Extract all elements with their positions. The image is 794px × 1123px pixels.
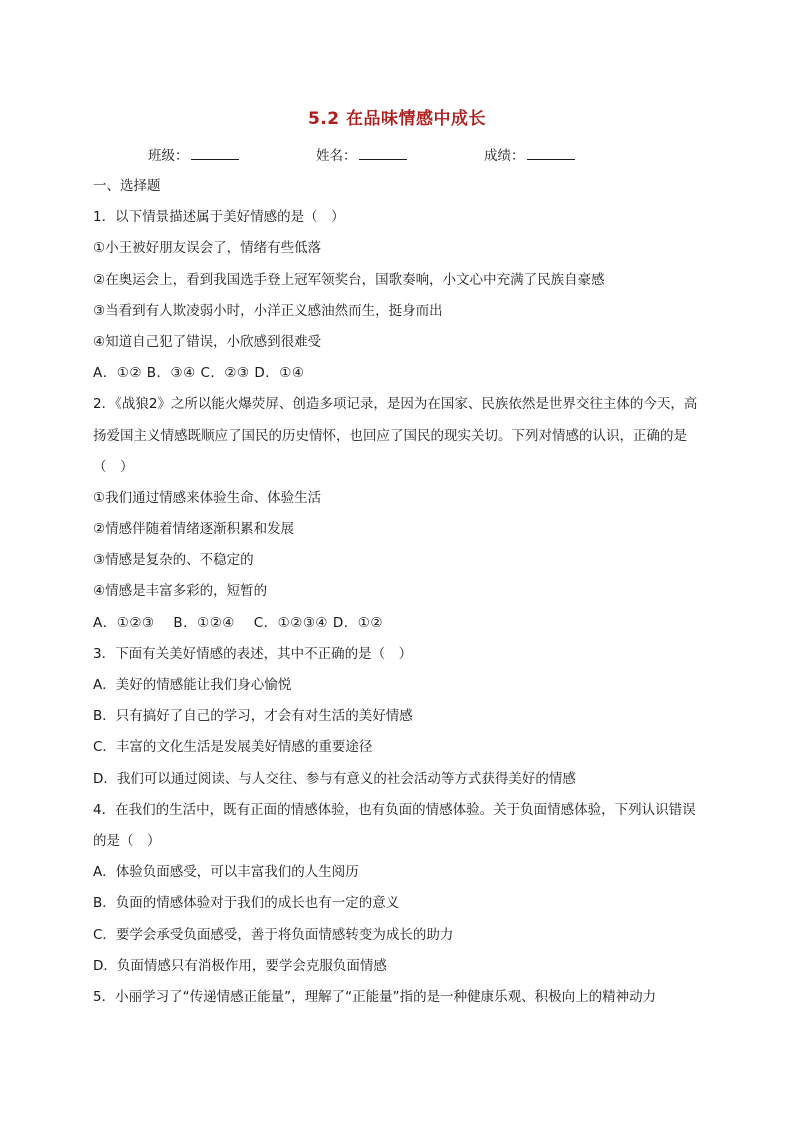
question-5-stem: 5．小丽学习了“传递情感正能量”，理解了“正能量”指的是一种健康乐观、积极向上的精神动力 [93,988,657,1005]
name-blank[interactable] [359,147,407,160]
question-1-options: A．①② B．③④ C．②③ D．①④ [93,365,305,382]
student-info-row [0,144,794,164]
question-1-item: ③当看到有人欺凌弱小时，小洋正义感油然而生，挺身而出 [93,302,443,319]
name-label: 姓名： [316,148,357,164]
class-label: 班级： [148,148,189,164]
question-4-option: C．要学会承受负面感受，善于将负面情感转变为成长的助力 [93,926,454,943]
question-2-item: ③情感是复杂的、不稳定的 [93,552,254,569]
question-3-option: A．美好的情感能让我们身心愉悦 [93,677,292,694]
class-field [148,144,239,164]
question-list [93,171,705,1013]
page-title: 5.2 在品味情感中成长 [307,109,487,129]
question-1-item: ②在奥运会上，看到我国选手登上冠军领奖台，国歌奏响，小文心中充满了民族自豪感 [93,271,605,288]
question-3-option: B．只有搞好了自己的学习，才会有对生活的美好情感 [93,708,413,725]
question-4-option: B．负面的情感体验对于我们的成长也有一定的意义 [93,895,400,912]
question-2-options: A．①②③ B．①②④ C．①②③④ D．①② [93,614,383,631]
score-field [484,144,575,164]
question-3-stem: 3．下面有关美好情感的表述，其中不正确的是（ ） [93,645,413,662]
question-4-option: D．负面情感只有消极作用，要学会克服负面情感 [93,957,387,974]
score-label: 成绩： [484,148,525,164]
question-4-stem: 4．在我们的生活中，既有正面的情感体验，也有负面的情感体验。关于负面情感体验，下列认识错误的是（ ） [93,801,696,849]
question-3-option: D．我们可以通过阅读、与人交往、参与有意义的社会活动等方式获得美好的情感 [93,770,576,787]
question-1-item: ④知道自己犯了错误，小欣感到很难受 [93,333,322,350]
section-heading: 一、选择题 [93,178,161,194]
name-field [316,144,407,164]
class-blank[interactable] [191,147,239,160]
question-1-item: ①小王被好朋友误会了，情绪有些低落 [93,240,322,257]
question-2-item: ①我们通过情感来体验生命、体验生活 [93,489,322,506]
question-2-item: ④情感是丰富多彩的，短暂的 [93,583,268,600]
score-blank[interactable] [527,147,575,160]
question-2-stem: 2．《战狼2》之所以能火爆荧屏、创造多项记录，是因为在国家、民族依然是世界交往主体的今天，高扬爱国主义情感既顺应了国民的历史情怀，也回应了国民的现实关切。下列对情感的认识，正确的是（ ） [93,396,698,475]
question-1-stem: 1．以下情景描述属于美好情感的是（ ） [93,209,345,226]
question-4-option: A．体验负面感受，可以丰富我们的人生阅历 [93,864,359,881]
question-3-option: C．丰富的文化生活是发展美好情感的重要途径 [93,739,373,756]
question-2-item: ②情感伴随着情绪逐渐积累和发展 [93,521,295,538]
